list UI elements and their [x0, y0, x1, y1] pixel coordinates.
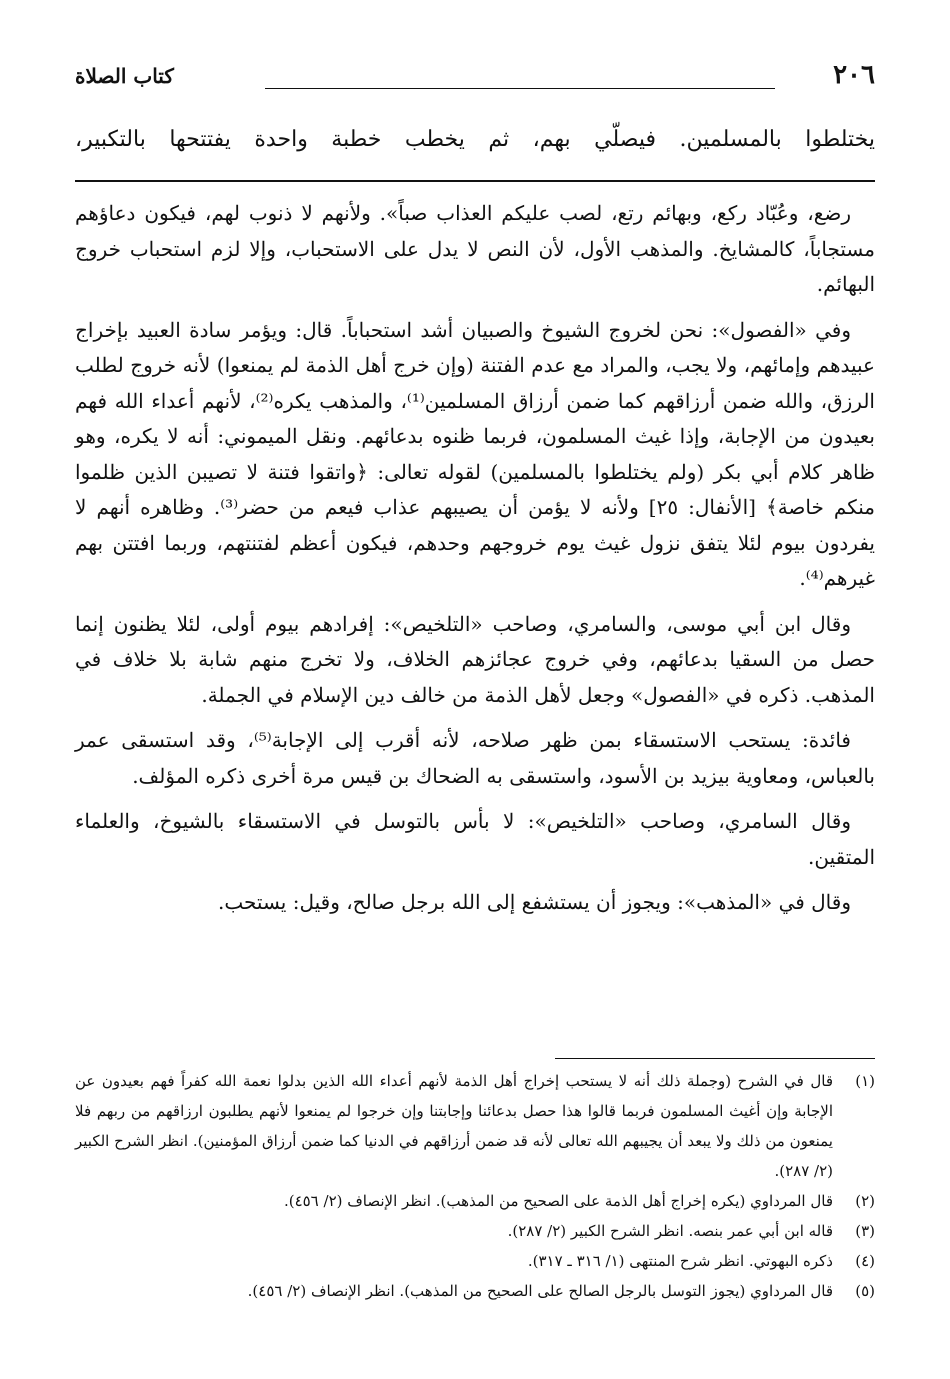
footnote-number: (٣) — [855, 1222, 875, 1240]
header-rule — [265, 88, 775, 89]
paragraph: وقال في «المذهب»: ويجوز أن يستشفع إلى الله برجل صالح، وقيل: يستحب. — [218, 890, 851, 914]
footnote-text: قال المرداوي (يجوز التوسل بالرجل الصالح على الصحيح من المذهب). انظر الإنصاف (٢/ ٤٥٦). — [247, 1282, 833, 1300]
footnote-number: (٤) — [855, 1252, 875, 1270]
footnote-number: (١) — [855, 1072, 875, 1090]
footnotes — [75, 1066, 875, 1306]
paragraph: فائدة: يستحب الاستسقاء بمن ظهر صلاحه، لأنه أقرب إلى الإجابة⁽⁵⁾، وقد استسقى عمر بالعباس، ومعاوية بيزيد بن الأسود، واستسقى به الضحاك بن قيس مرة أخرى ذكره المؤلف. — [75, 728, 875, 788]
footnote — [75, 1246, 875, 1276]
paragraph: وفي «الفصول»: نحن لخروج الشيوخ والصبيان أشد استحباباً. قال: ويؤمر سادة العبيد بإخراج عبيدهم وإمائهم، ولا يجب، والمراد مع عدم الفتنة (وإن خرج أهل الذمة لم يمنعوا) لأنه خروج لطلب الرزق، والله ضمن أرزاقهم كما ضمن أرزاق المسلمين⁽¹⁾، والمذهب يكره⁽²⁾، لأنهم أعداء الله فهم بعيدون من الإجابة، وإذا غيث المسلمون، فربما ظنوه بدعائهم. ونقل الميموني: أنه لا يكره، وهو ظاهر كلام أبي بكر (ولم يختلطوا بالمسلمين) لقوله تعالى: ﴿واتقوا فتنة لا تصيبن الذين ظلموا منكم خاصة﴾ [الأنفال: ٢٥] ولأنه لا يؤمن أن يصيبهم عذاب فيعم من حضر⁽³⁾. وظاهره أنهم لا يفردون بيوم لئلا يتفق نزول غيث يوم خروجهم وحدهم، فيكون أعظم لفتنتهم، وربما افتتن بهم غيرهم⁽⁴⁾. — [75, 317, 875, 590]
footnote — [75, 1186, 875, 1216]
footnote-number: (٥) — [855, 1282, 875, 1300]
page-header — [75, 58, 875, 98]
footnote — [75, 1276, 875, 1306]
intro-line: يختلطوا بالمسلمين. فيصلّي بهم، ثم يخطب خطبة واحدة يفتتحها بالتكبير، — [75, 127, 875, 152]
paragraph: وقال السامري، وصاحب «التلخيص»: لا بأس بالتوسل في الاستسقاء بالشيوخ، والعلماء المتقين. — [75, 809, 875, 869]
footnote-text: قال المرداوي (يكره إخراج أهل الذمة على الصحيح من المذهب). انظر الإنصاف (٢/ ٤٥٦). — [283, 1192, 833, 1210]
footnote-text: ذكره البهوتي. انظر شرح المنتهى (١/ ٣١٦ ـ ٣١٧). — [527, 1252, 833, 1270]
paragraph: وقال ابن أبي موسى، والسامري، وصاحب «التلخيص»: إفرادهم بيوم أولى، لئلا يظنون إنما حصل من السقيا بدعائهم، وفي خروج عجائزهم الخلاف، ولا تخرج منهم شابة بلا خلاف في المذهب. ذكره في «الفصول» وجعل لأهل الذمة من خالف دين الإسلام في الجملة. — [75, 611, 875, 707]
paragraph: رضع، وعُبّاد ركع، وبهائم رتع، لصب عليكم العذاب صباً». ولأنهم لا ذنوب لهم، فيكون دعاؤهم مستجاباً، كالمشايخ. والمذهب الأول، لأن النص لا يدل على الاستحباب، وإلا لزم استحباب خروج البهائم. — [75, 201, 875, 296]
footnote-rule — [555, 1058, 875, 1059]
section-divider — [75, 180, 875, 182]
main-text — [75, 196, 875, 931]
footnote-text: قال في الشرح (وجملة ذلك أنه لا يستحب إخراج أهل الذمة لأنهم أعداء الله الذين بدلوا نعمة الله كفراً فهم بعيدون عن الإجابة وإن أغيث المسلمون فربما قالوا هذا حصل بدعائنا وإجابتنا وإن خرجوا لم يمنعوا لأنهم يطلبون ارزاقهم من ربهم فلا يمنعون من ذلك ولا يبعد أن يجيبهم الله تعالى لأنه قد ضمن أرزاقهم في الدنيا كما ضمن أرزاق المؤمنين). انظر الشرح الكبير (٢/ ٢٨٧). — [75, 1072, 833, 1180]
footnote-text: قاله ابن أبي عمر بنصه. انظر الشرح الكبير (٢/ ٢٨٧). — [507, 1222, 833, 1240]
book-title: كتاب الصلاة — [75, 64, 174, 88]
footnote-number: (٢) — [855, 1192, 875, 1210]
page-number: ٢٠٦ — [833, 60, 875, 90]
footnote — [75, 1216, 875, 1246]
footnote — [75, 1066, 875, 1186]
